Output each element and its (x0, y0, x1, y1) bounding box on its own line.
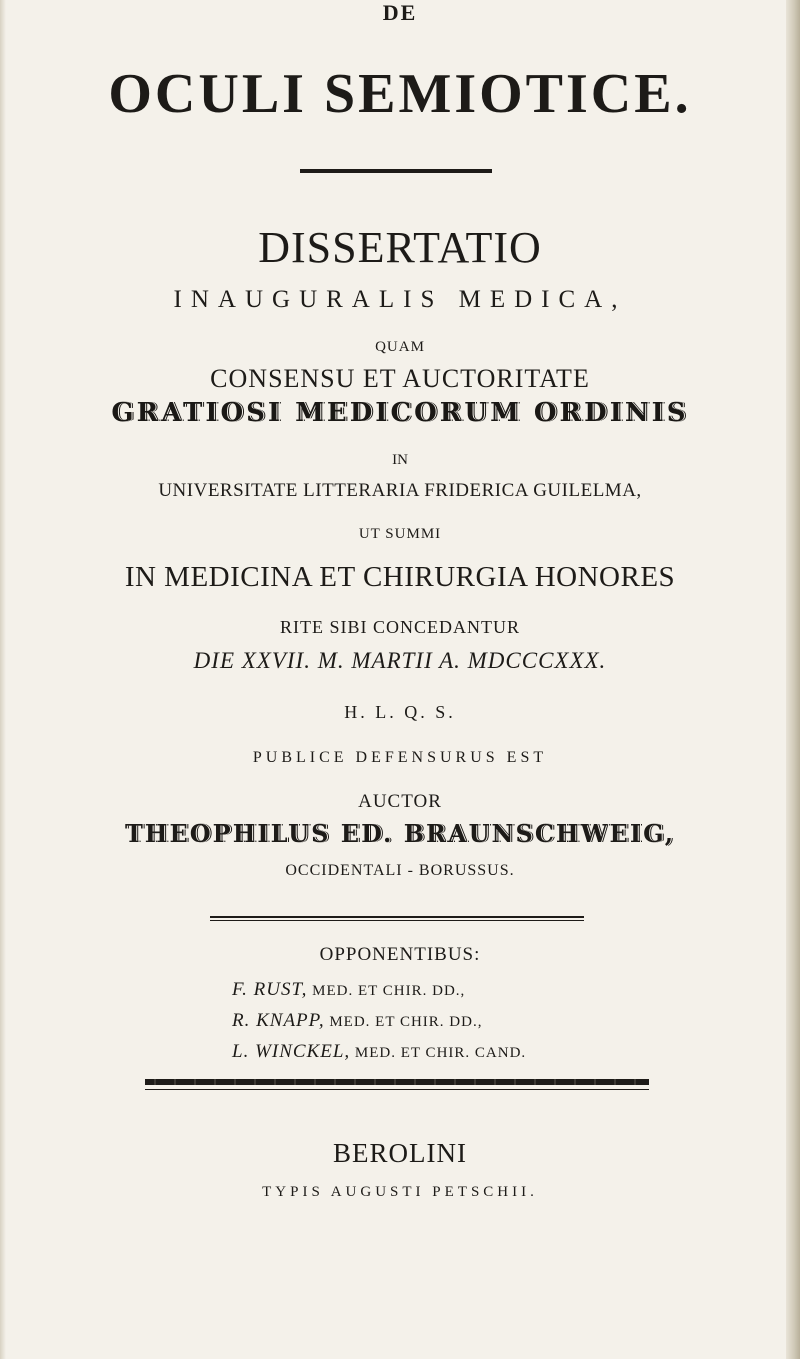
divider-rule (210, 916, 584, 918)
title-rule (300, 169, 492, 173)
university-line: UNIVERSITATE LITTERARIA FRIDERICA GUILELMA, (158, 480, 642, 501)
date-line: DIE XXVII. M. MARTII A. MDCCCXXX. (193, 648, 607, 673)
opponent-name: F. RUST, (232, 979, 308, 1000)
author-name: THEOPHILUS ED. BRAUNSCHWEIG, (124, 819, 676, 848)
author-origin: OCCIDENTALI - BORUSSUS. (285, 862, 515, 879)
ut-summi-line: UT SUMMI (358, 526, 442, 542)
opponent-title: MED. ET CHIR. DD., (329, 1014, 483, 1030)
auctor-line: AUCTOR (358, 791, 442, 812)
hlqs-line: H. L. Q. S. (344, 702, 456, 722)
publice-line: PUBLICE DEFENSURUS EST (252, 749, 548, 766)
imprint-printer: TYPIS AUGUSTI PETSCHII. (262, 1184, 538, 1200)
quam-line: QUAM (375, 339, 425, 355)
rite-line: RITE SIBI CONCEDANTUR (280, 617, 520, 637)
divider-rule-thin (210, 920, 584, 921)
opponentibus-heading: OPPONENTIBUS: (319, 944, 481, 965)
inauguralis-line: INAUGURALIS MEDICA, (173, 286, 627, 313)
opponent-name: L. WINCKEL, (232, 1041, 351, 1062)
opponent-title: MED. ET CHIR. DD., (312, 983, 466, 999)
opponent-entry (232, 1010, 482, 1032)
dissertatio-heading: DISSERTATIO (258, 223, 542, 272)
ornamental-rule (145, 1079, 649, 1085)
consensu-line: CONSENSU ET AUCTORITATE (210, 364, 590, 393)
faculty-name: GRATIOSI MEDICORUM ORDINIS (111, 398, 689, 428)
ornamental-rule-thin (145, 1089, 649, 1090)
opponent-title: MED. ET CHIR. CAND. (354, 1045, 527, 1061)
main-title: OCULI SEMIOTICE. (108, 63, 692, 125)
honores-line: IN MEDICINA ET CHIRURGIA HONORES (124, 561, 676, 593)
in-line: IN (392, 452, 408, 468)
opponent-entry (232, 979, 465, 1001)
imprint-city: BEROLINI (333, 1138, 467, 1168)
preposition-de: DE (382, 0, 418, 25)
opponent-entry (232, 1041, 526, 1063)
opponent-name: R. KNAPP, (232, 1010, 325, 1031)
